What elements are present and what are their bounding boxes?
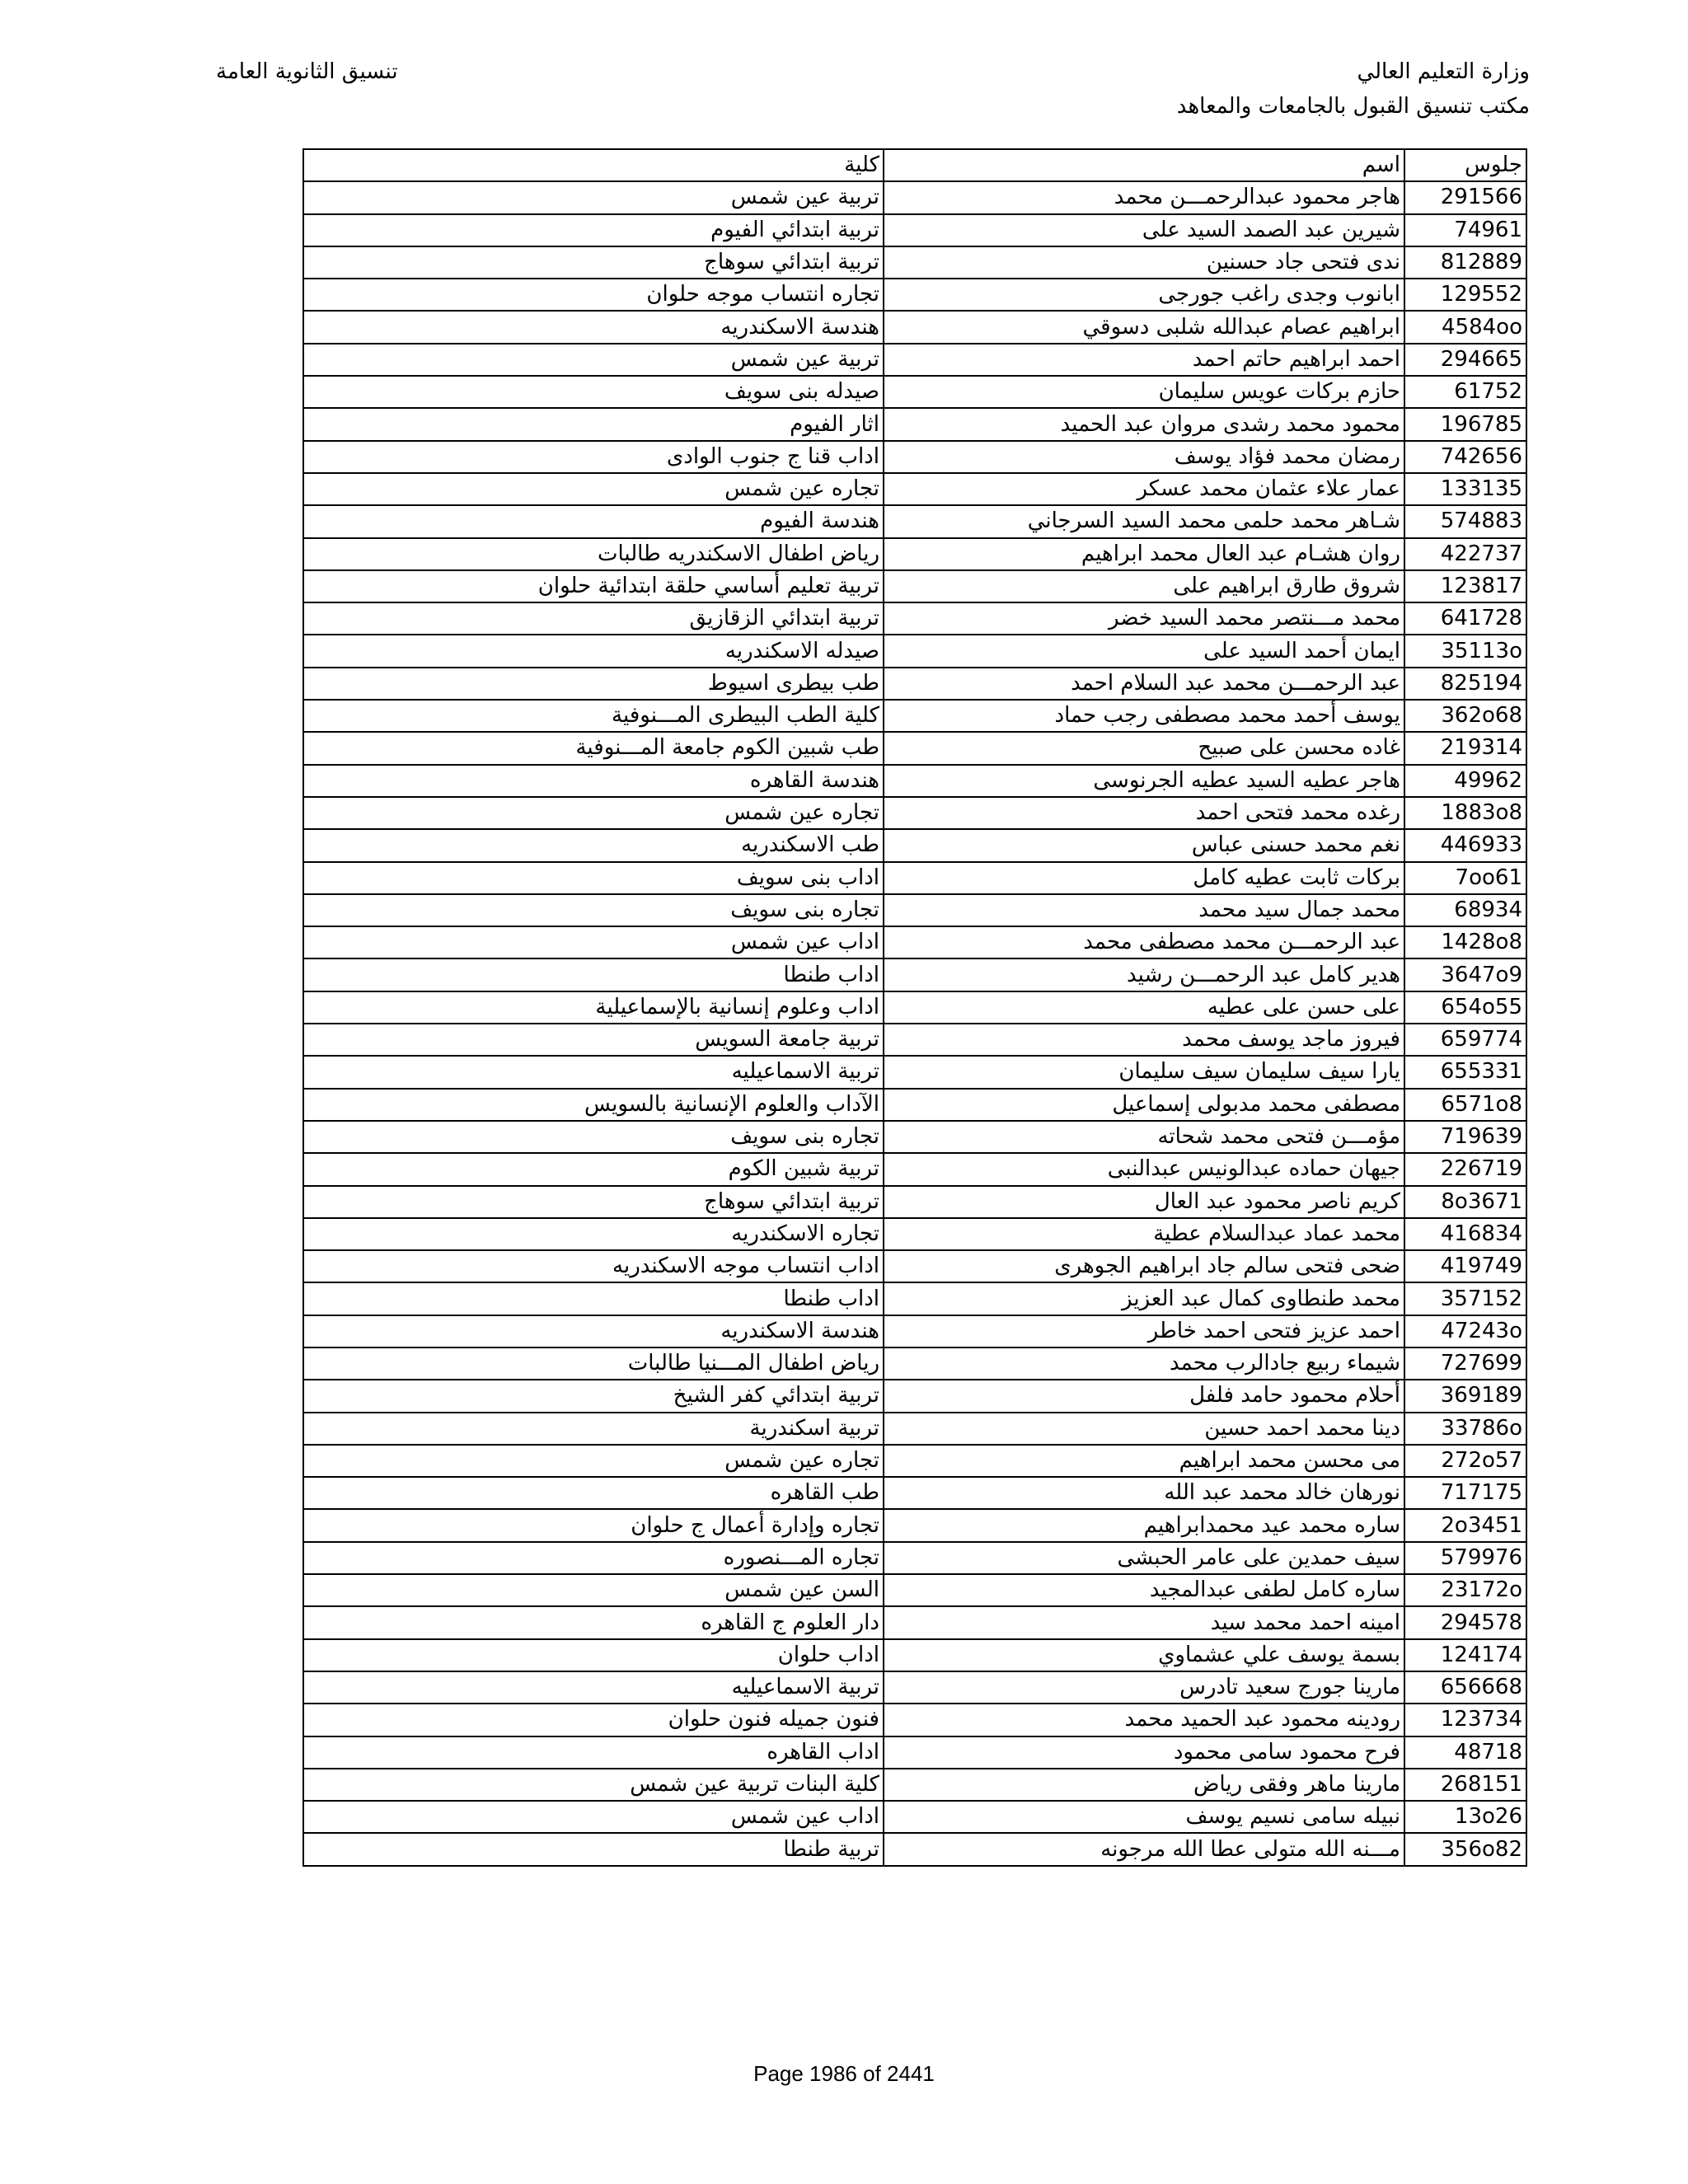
table-row xyxy=(303,1089,1526,1121)
seat-cell: 419749 xyxy=(1404,1250,1526,1282)
name-cell: رمضان محمد فؤاد يوسف xyxy=(884,441,1404,473)
faculty-cell: اداب قنا ج جنوب الوادى xyxy=(303,441,884,473)
faculty-cell: اداب وعلوم إنسانية بالإسماعيلية xyxy=(303,991,884,1024)
name-cell: شيماء ربيع جادالرب محمد xyxy=(884,1347,1404,1380)
seat-cell: 3647o9 xyxy=(1404,958,1526,991)
seat-cell: 61752 xyxy=(1404,376,1526,408)
name-cell: بسمة يوسف علي عشماوي xyxy=(884,1639,1404,1671)
name-cell: محمد طنطاوى كمال عبد العزيز xyxy=(884,1282,1404,1315)
faculty-cell: طب شبين الكوم جامعة المـــنوفية xyxy=(303,732,884,764)
seat-cell: 68934 xyxy=(1404,894,1526,926)
seat-cell: 719639 xyxy=(1404,1121,1526,1153)
name-cell: روان هشـام عبد العال محمد ابراهيم xyxy=(884,538,1404,570)
table-row xyxy=(303,1477,1526,1509)
seat-cell: 129552 xyxy=(1404,279,1526,311)
faculty-cell: تجاره الاسكندريه xyxy=(303,1218,884,1250)
seat-cell: 4584oo xyxy=(1404,311,1526,343)
seat-cell: 655331 xyxy=(1404,1056,1526,1088)
name-cell: رغده محمد فتحى احمد xyxy=(884,797,1404,829)
seat-cell: 49962 xyxy=(1404,765,1526,797)
name-cell: رودينه محمود عبد الحميد محمد xyxy=(884,1704,1404,1736)
faculty-cell: كلية البنات تربية عين شمس xyxy=(303,1769,884,1801)
faculty-cell: تجاره انتساب موجه حلوان xyxy=(303,279,884,311)
name-cell: مارينا ماهر وفقى رياض xyxy=(884,1769,1404,1801)
name-cell: نورهان خالد محمد عبد الله xyxy=(884,1477,1404,1509)
seat-cell: 133135 xyxy=(1404,473,1526,505)
seat-cell: 272o57 xyxy=(1404,1445,1526,1477)
name-cell: سيف حمدين على عامر الحبشى xyxy=(884,1542,1404,1574)
name-cell: كريم ناصر محمود عبد العال xyxy=(884,1186,1404,1218)
table-row xyxy=(303,635,1526,667)
table-row xyxy=(303,1736,1526,1769)
name-cell: شيرين عبد الصمد السيد على xyxy=(884,214,1404,246)
seat-cell: 2o3451 xyxy=(1404,1509,1526,1541)
table-row xyxy=(303,505,1526,537)
seat-cell: 294665 xyxy=(1404,344,1526,376)
name-cell: ايمان أحمد السيد على xyxy=(884,635,1404,667)
seat-cell: 8o3671 xyxy=(1404,1186,1526,1218)
table-row xyxy=(303,1833,1526,1865)
name-cell: ساره محمد عيد محمدابراهيم xyxy=(884,1509,1404,1541)
seat-cell: 1428o8 xyxy=(1404,926,1526,958)
faculty-cell: تربية شبين الكوم xyxy=(303,1153,884,1185)
ministry-title: وزارة التعليم العالي xyxy=(1357,59,1530,84)
faculty-cell: اداب القاهره xyxy=(303,1736,884,1769)
faculty-cell: تربية طنطا xyxy=(303,1833,884,1865)
faculty-cell: طب الاسكندريه xyxy=(303,829,884,861)
table-body xyxy=(303,181,1526,1865)
faculty-cell: فنون جميله فنون حلوان xyxy=(303,1704,884,1736)
seat-cell: 7oo61 xyxy=(1404,862,1526,894)
faculty-cell: هندسة الفيوم xyxy=(303,505,884,537)
seat-cell: 74961 xyxy=(1404,214,1526,246)
name-cell: فيروز ماجد يوسف محمد xyxy=(884,1024,1404,1056)
table-row xyxy=(303,668,1526,700)
name-cell: حازم بركات عويس سليمان xyxy=(884,376,1404,408)
table-row xyxy=(303,246,1526,279)
faculty-column-header: كلية xyxy=(303,149,884,181)
table-row xyxy=(303,408,1526,440)
name-cell: محمد عماد عبدالسلام عطية xyxy=(884,1218,1404,1250)
seat-cell: 356o82 xyxy=(1404,1833,1526,1865)
table-row xyxy=(303,344,1526,376)
table-row xyxy=(303,1153,1526,1185)
name-cell: دينا محمد احمد حسين xyxy=(884,1413,1404,1445)
name-cell: نغم محمد حسنى عباس xyxy=(884,829,1404,861)
table-row xyxy=(303,1606,1526,1638)
faculty-cell: رياض اطفال الاسكندريه طالبات xyxy=(303,538,884,570)
seat-cell: 579976 xyxy=(1404,1542,1526,1574)
name-cell: هاجر محمود عبدالرحمـــن محمد xyxy=(884,181,1404,213)
table-row xyxy=(303,862,1526,894)
table-row xyxy=(303,1218,1526,1250)
faculty-cell: اثار الفيوم xyxy=(303,408,884,440)
name-cell: احمد ابراهيم حاتم احمد xyxy=(884,344,1404,376)
seat-cell: 23172o xyxy=(1404,1574,1526,1606)
table-row xyxy=(303,991,1526,1024)
seat-cell: 362o68 xyxy=(1404,700,1526,732)
results-table xyxy=(302,148,1527,1867)
seat-cell: 574883 xyxy=(1404,505,1526,537)
seat-cell: 196785 xyxy=(1404,408,1526,440)
faculty-cell: طب القاهره xyxy=(303,1477,884,1509)
table-row xyxy=(303,1639,1526,1671)
table-row xyxy=(303,1445,1526,1477)
faculty-cell: تربية الاسماعيليه xyxy=(303,1671,884,1704)
faculty-cell: تربية اسكندرية xyxy=(303,1413,884,1445)
table-row xyxy=(303,1769,1526,1801)
faculty-cell: تربية ابتدائي الفيوم xyxy=(303,214,884,246)
name-cell: محمد جمال سيد محمد xyxy=(884,894,1404,926)
page-number: Page 1986 of 2441 xyxy=(753,2061,935,2086)
table-row xyxy=(303,1056,1526,1088)
faculty-cell: تربية ابتدائي الزقازيق xyxy=(303,602,884,635)
faculty-cell: تربية ابتدائي كفر الشيخ xyxy=(303,1380,884,1412)
faculty-cell: هندسة الاسكندريه xyxy=(303,1315,884,1347)
seat-cell: 123734 xyxy=(1404,1704,1526,1736)
faculty-cell: السن عين شمس xyxy=(303,1574,884,1606)
table-row xyxy=(303,214,1526,246)
seat-cell: 6571o8 xyxy=(1404,1089,1526,1121)
seat-cell: 422737 xyxy=(1404,538,1526,570)
table-row xyxy=(303,1186,1526,1218)
name-cell: ساره كامل لطفى عبدالمجيد xyxy=(884,1574,1404,1606)
faculty-cell: هندسة القاهره xyxy=(303,765,884,797)
table-row xyxy=(303,1413,1526,1445)
name-cell: هاجر عطيه السيد عطيه الجرنوسى xyxy=(884,765,1404,797)
seat-cell: 742656 xyxy=(1404,441,1526,473)
name-cell: محمد مـــنتصر محمد السيد خضر xyxy=(884,602,1404,635)
table-row xyxy=(303,376,1526,408)
table-row xyxy=(303,958,1526,991)
name-cell: جيهان حماده عبدالونيس عبدالنبى xyxy=(884,1153,1404,1185)
table-row xyxy=(303,441,1526,473)
table-row xyxy=(303,311,1526,343)
name-cell: مـــنه الله متولى عطا الله مرجونه xyxy=(884,1833,1404,1865)
table-row xyxy=(303,1704,1526,1736)
faculty-cell: صيدله الاسكندريه xyxy=(303,635,884,667)
faculty-cell: تجاره بنى سويف xyxy=(303,1121,884,1153)
table-row xyxy=(303,1542,1526,1574)
name-column-header: اسم xyxy=(884,149,1404,181)
name-cell: مؤمـــن فتحى محمد شحاته xyxy=(884,1121,1404,1153)
faculty-cell: اداب انتساب موجه الاسكندريه xyxy=(303,1250,884,1282)
faculty-cell: اداب طنطا xyxy=(303,958,884,991)
faculty-cell: تربية عين شمس xyxy=(303,344,884,376)
seat-cell: 1883o8 xyxy=(1404,797,1526,829)
name-cell: عبد الرحمـــن محمد عبد السلام احمد xyxy=(884,668,1404,700)
name-cell: مى محسن محمد ابراهيم xyxy=(884,1445,1404,1477)
table-row xyxy=(303,700,1526,732)
name-cell: امينه احمد محمد سيد xyxy=(884,1606,1404,1638)
faculty-cell: الآداب والعلوم الإنسانية بالسويس xyxy=(303,1089,884,1121)
name-cell: بركات ثابت عطيه كامل xyxy=(884,862,1404,894)
seat-cell: 219314 xyxy=(1404,732,1526,764)
name-cell: احمد عزيز فتحى احمد خاطر xyxy=(884,1315,1404,1347)
name-cell: عمار علاء عثمان محمد عسكر xyxy=(884,473,1404,505)
seat-cell: 369189 xyxy=(1404,1380,1526,1412)
table-row xyxy=(303,1121,1526,1153)
table-row xyxy=(303,829,1526,861)
faculty-cell: اداب حلوان xyxy=(303,1639,884,1671)
name-cell: فرح محمود سامى محمود xyxy=(884,1736,1404,1769)
faculty-cell: طب بيطرى اسيوط xyxy=(303,668,884,700)
table-row xyxy=(303,1024,1526,1056)
seat-cell: 294578 xyxy=(1404,1606,1526,1638)
name-cell: ابانوب وجدى راغب جورجى xyxy=(884,279,1404,311)
seat-cell: 226719 xyxy=(1404,1153,1526,1185)
faculty-cell: اداب طنطا xyxy=(303,1282,884,1315)
table-row xyxy=(303,1282,1526,1315)
table-row xyxy=(303,765,1526,797)
seat-cell: 47243o xyxy=(1404,1315,1526,1347)
name-cell: غاده محسن على صبيح xyxy=(884,732,1404,764)
seat-cell: 291566 xyxy=(1404,181,1526,213)
seat-cell: 13o26 xyxy=(1404,1801,1526,1833)
name-cell: ضحى فتحى سالم جاد ابراهيم الجوهرى xyxy=(884,1250,1404,1282)
table-row xyxy=(303,570,1526,602)
seat-column-header: جلوس xyxy=(1404,149,1526,181)
table-row xyxy=(303,1250,1526,1282)
faculty-cell: تربية الاسماعيليه xyxy=(303,1056,884,1088)
name-cell: هدير كامل عبد الرحمـــن رشيد xyxy=(884,958,1404,991)
faculty-cell: تجاره عين شمس xyxy=(303,473,884,505)
table-row xyxy=(303,1671,1526,1704)
seat-cell: 268151 xyxy=(1404,1769,1526,1801)
faculty-cell: تجاره بنى سويف xyxy=(303,894,884,926)
faculty-cell: تربية عين شمس xyxy=(303,181,884,213)
faculty-cell: اداب بنى سويف xyxy=(303,862,884,894)
seat-cell: 727699 xyxy=(1404,1347,1526,1380)
name-cell: يارا سيف سليمان سيف سليمان xyxy=(884,1056,1404,1088)
seat-cell: 357152 xyxy=(1404,1282,1526,1315)
table-row xyxy=(303,279,1526,311)
faculty-cell: تجاره وإدارة أعمال ج حلوان xyxy=(303,1509,884,1541)
table-row xyxy=(303,602,1526,635)
seat-cell: 641728 xyxy=(1404,602,1526,635)
faculty-cell: اداب عين شمس xyxy=(303,926,884,958)
name-cell: محمود محمد رشدى مروان عبد الحميد xyxy=(884,408,1404,440)
table-row xyxy=(303,1574,1526,1606)
table-row xyxy=(303,1509,1526,1541)
faculty-cell: تربية ابتدائي سوهاج xyxy=(303,1186,884,1218)
name-cell: يوسف أحمد محمد مصطفى رجب حماد xyxy=(884,700,1404,732)
name-cell: شـاهر محمد حلمى محمد السيد السرجاني xyxy=(884,505,1404,537)
name-cell: ندى فتحى جاد حسنين xyxy=(884,246,1404,279)
seat-cell: 35113o xyxy=(1404,635,1526,667)
table-header-row xyxy=(303,149,1526,181)
faculty-cell: تربية ابتدائي سوهاج xyxy=(303,246,884,279)
seat-cell: 124174 xyxy=(1404,1639,1526,1671)
faculty-cell: تربية تعليم أساسي حلقة ابتدائية حلوان xyxy=(303,570,884,602)
faculty-cell: كلية الطب البيطرى المـــنوفية xyxy=(303,700,884,732)
seat-cell: 123817 xyxy=(1404,570,1526,602)
faculty-cell: هندسة الاسكندريه xyxy=(303,311,884,343)
faculty-cell: تربية جامعة السويس xyxy=(303,1024,884,1056)
name-cell: مصطفى محمد مدبولى إسماعيل xyxy=(884,1089,1404,1121)
table-row xyxy=(303,894,1526,926)
name-cell: أحلام محمود حامد فلفل xyxy=(884,1380,1404,1412)
seat-cell: 446933 xyxy=(1404,829,1526,861)
table-row xyxy=(303,181,1526,213)
seat-cell: 48718 xyxy=(1404,1736,1526,1769)
table-row xyxy=(303,732,1526,764)
faculty-cell: رياض اطفال المـــنيا طالبات xyxy=(303,1347,884,1380)
seat-cell: 33786o xyxy=(1404,1413,1526,1445)
coordination-title: تنسيق الثانوية العامة xyxy=(216,59,398,84)
table-row xyxy=(303,538,1526,570)
table-row xyxy=(303,1801,1526,1833)
faculty-cell: تجاره عين شمس xyxy=(303,797,884,829)
office-title: مكتب تنسيق القبول بالجامعات والمعاهد xyxy=(1176,94,1530,119)
seat-cell: 825194 xyxy=(1404,668,1526,700)
faculty-cell: اداب عين شمس xyxy=(303,1801,884,1833)
table-row xyxy=(303,926,1526,958)
seat-cell: 717175 xyxy=(1404,1477,1526,1509)
seat-cell: 416834 xyxy=(1404,1218,1526,1250)
seat-cell: 656668 xyxy=(1404,1671,1526,1704)
table-row xyxy=(303,1315,1526,1347)
name-cell: عبد الرحمـــن محمد مصطفى محمد xyxy=(884,926,1404,958)
faculty-cell: دار العلوم ج القاهره xyxy=(303,1606,884,1638)
name-cell: مارينا جورج سعيد تادرس xyxy=(884,1671,1404,1704)
table-row xyxy=(303,1347,1526,1380)
table-row xyxy=(303,473,1526,505)
faculty-cell: تجاره المـــنصوره xyxy=(303,1542,884,1574)
name-cell: نبيله سامى نسيم يوسف xyxy=(884,1801,1404,1833)
seat-cell: 659774 xyxy=(1404,1024,1526,1056)
name-cell: ابراهيم عصام عبدالله شلبى دسوقي xyxy=(884,311,1404,343)
faculty-cell: صيدله بنى سويف xyxy=(303,376,884,408)
seat-cell: 654o55 xyxy=(1404,991,1526,1024)
faculty-cell: تجاره عين شمس xyxy=(303,1445,884,1477)
seat-cell: 812889 xyxy=(1404,246,1526,279)
table-row xyxy=(303,1380,1526,1412)
table-row xyxy=(303,797,1526,829)
name-cell: شروق طارق ابراهيم على xyxy=(884,570,1404,602)
name-cell: على حسن على عطيه xyxy=(884,991,1404,1024)
